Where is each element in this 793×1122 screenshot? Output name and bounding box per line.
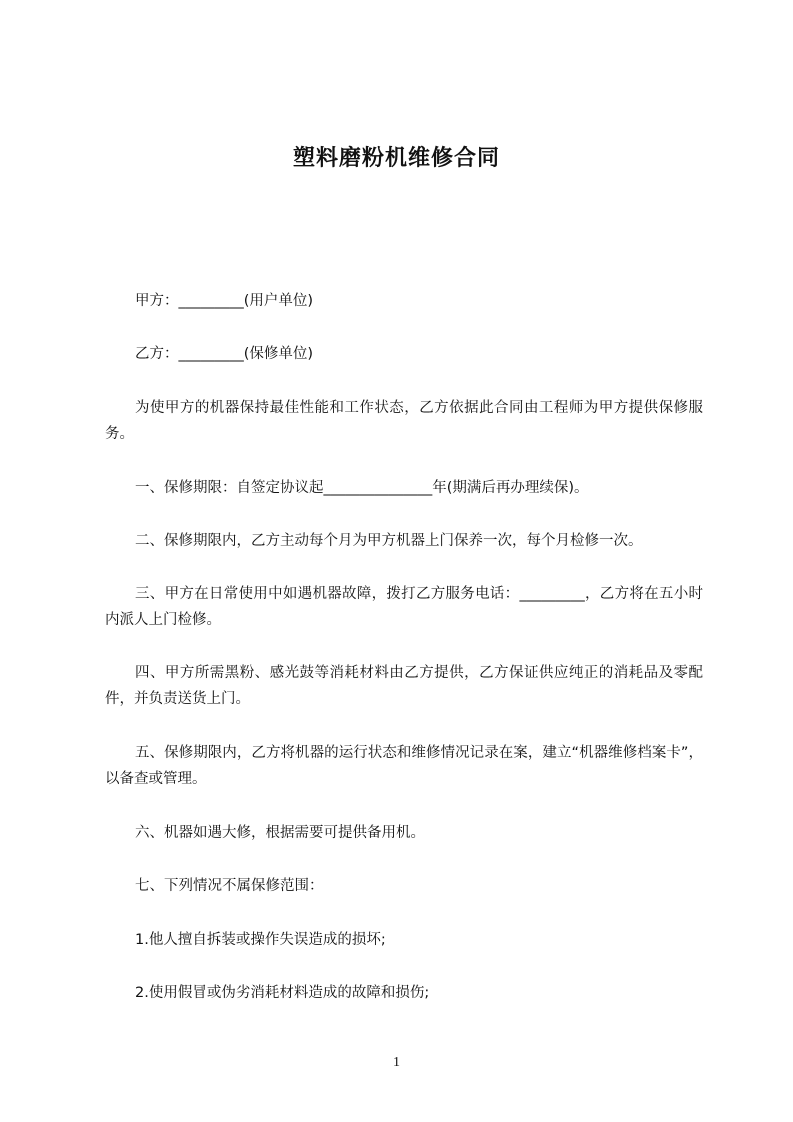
document-title: 塑料磨粉机维修合同 (292, 146, 500, 171)
clause-1: 一、保修期限：自签定协议起_______________年(期满后再办理续保)。 (135, 480, 589, 496)
page-number: 1 (393, 1055, 400, 1070)
exclusion-item-2: 2.使用假冒或伪劣消耗材料造成的故障和损伤; (135, 985, 430, 1001)
clause-4: 四、甲方所需黑粉、感光鼓等消耗材料由乙方提供，乙方保证供应纯正的消耗品及零配件，并负责送货上门。 (105, 665, 703, 707)
clause-7: 七、下列情况不属保修范围： (135, 878, 324, 894)
party-b-line: 乙方：_________(保修单位) (135, 346, 314, 362)
clause-5: 五、保修期限内，乙方将机器的运行状态和维修情况记录在案，建立“机器维修档案卡”，以备查或管理。 (105, 745, 703, 787)
clause-6: 六、机器如遇大修，根据需要可提供备用机。 (135, 825, 425, 841)
clause-2: 二、保修期限内，乙方主动每个月为甲方机器上门保养一次，每个月检修一次。 (135, 533, 643, 549)
party-a-line: 甲方：_________(用户单位) (135, 293, 314, 309)
clause-3: 三、甲方在日常使用中如遇机器故障，拨打乙方服务电话：_________，乙方将在五小时内派人上门检修。 (105, 586, 703, 628)
intro-paragraph: 为使甲方的机器保持最佳性能和工作状态，乙方依据此合同由工程师为甲方提供保修服务。 (105, 400, 703, 442)
exclusion-item-1: 1.他人擅自拆装或操作失误造成的损坏; (135, 932, 386, 948)
